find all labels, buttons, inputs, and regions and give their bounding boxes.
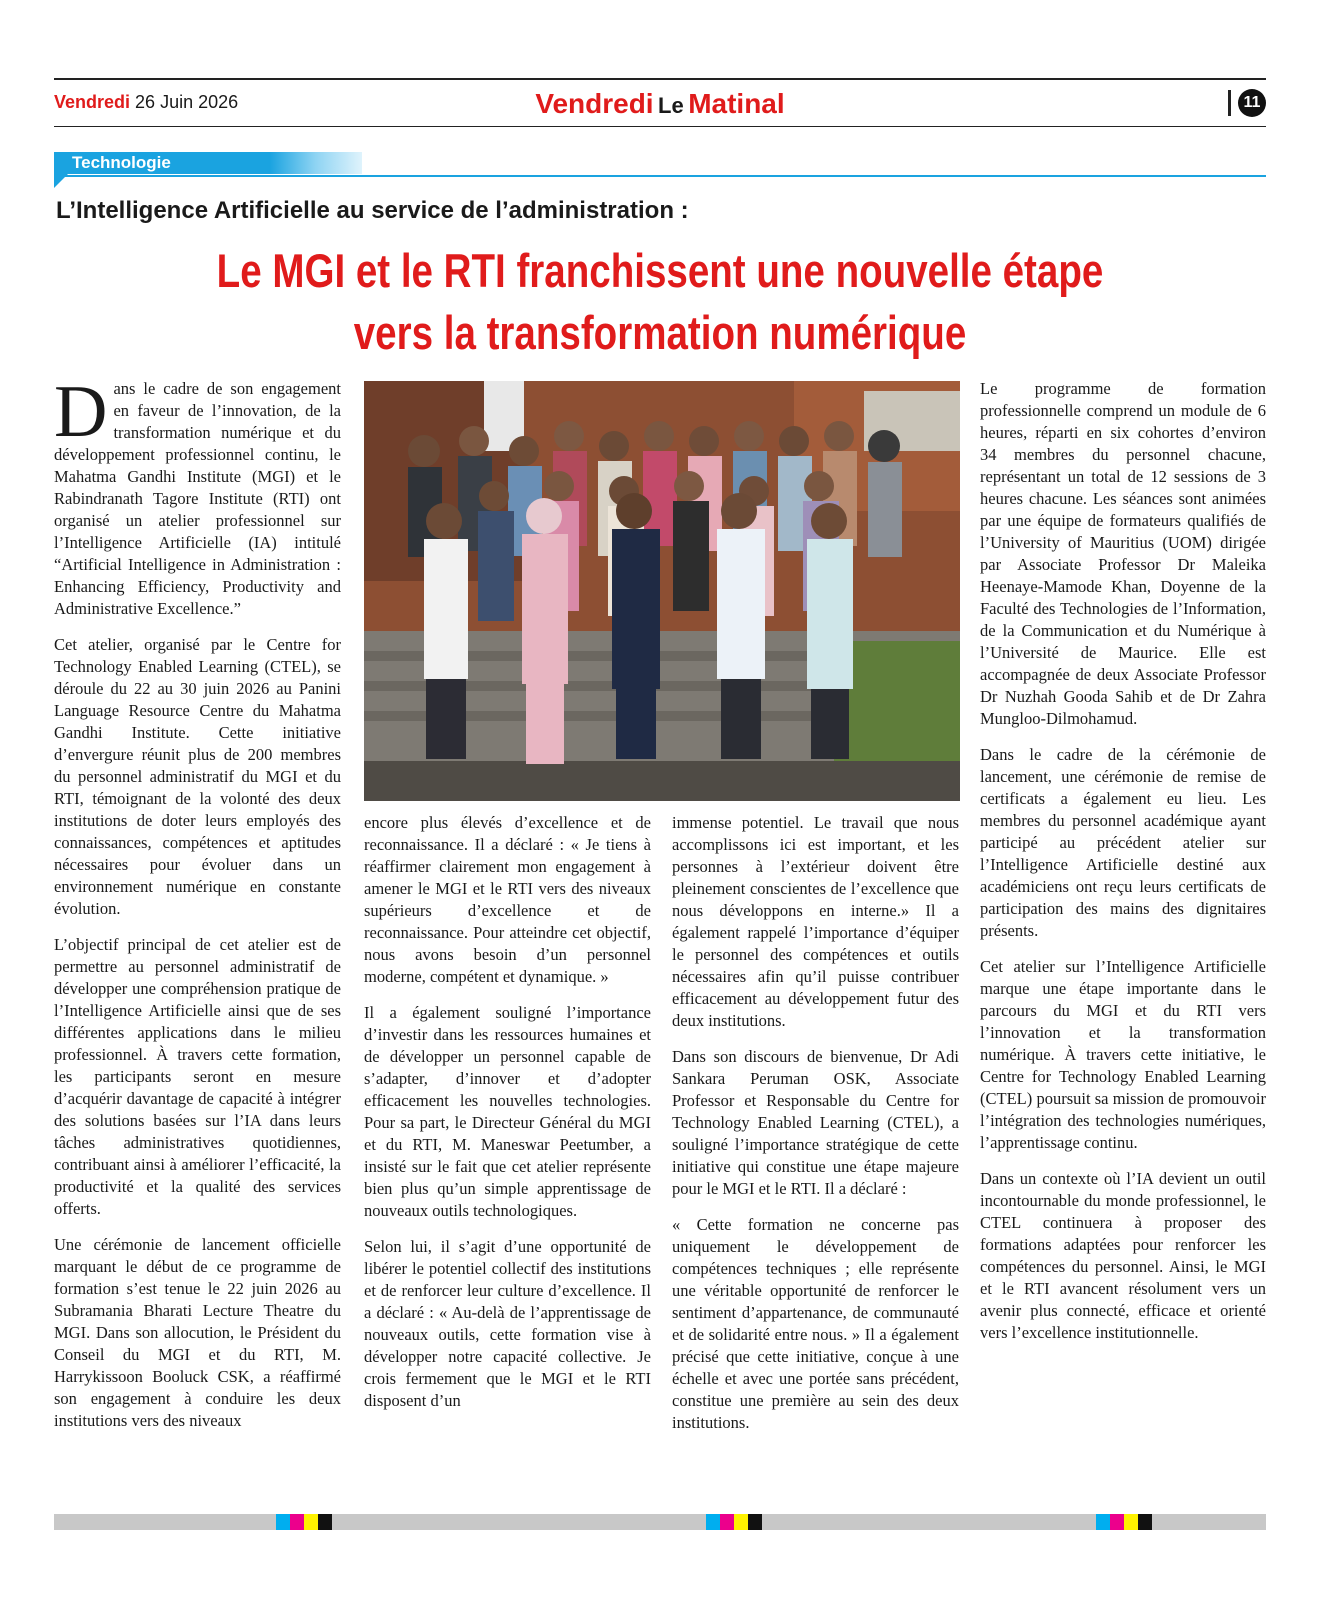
color-registration-marks bbox=[706, 1514, 762, 1530]
section-label: Technologie bbox=[72, 153, 171, 172]
black-swatch bbox=[318, 1514, 332, 1530]
header-bottom-rule bbox=[54, 126, 1266, 127]
headline-line-1: Le MGI et le RTI franchissent une nouvelle étape bbox=[216, 244, 1104, 297]
article-column-3 bbox=[672, 812, 959, 1448]
color-registration-marks bbox=[1096, 1514, 1152, 1530]
section-rule bbox=[54, 175, 1266, 177]
paragraph: immense potentiel. Le travail que nous accomplissons ici est important, et les personnes à l’extérieur doivent être pleinement conscientes de l’excellence que nous développons en interne.» Il a également rappelé l’importance d’équiper le personnel des compétences et outils nécessaires afin qu’il puisse contribuer efficacement au développement futur des deux institutions. bbox=[672, 813, 959, 1030]
yellow-swatch bbox=[304, 1514, 318, 1530]
article-headline bbox=[119, 240, 1201, 364]
paragraph: Cet atelier, organisé par le Centre for Technology Enabled Learning (CTEL), se déroule du 22 au 30 juin 2026 au Panini Language Resource Centre du Mahatma Gandhi Institute. Cette initiative d’envergure réunit plus de 200 membres du personnel administratif du MGI et du RTI, témoignant de la volonté des deux institutions de doter leurs employés des connaissances, compétences et aptitudes nécessaires pour évoluer dans un environnement numérique en constante évolution. bbox=[54, 635, 341, 918]
page-number-divider bbox=[1228, 90, 1231, 116]
article-column-2 bbox=[364, 812, 651, 1426]
black-swatch bbox=[748, 1514, 762, 1530]
color-registration-marks bbox=[276, 1514, 332, 1530]
paragraph: Une cérémonie de lancement officielle marquant le début de ce programme de formation s’est tenue le 22 juin 2026 au Subramania Bharati Lecture Theatre du MGI. Dans son allocution, le Président du Conseil du MGI et du RTI, M. Harrykissoon Booluck CSK, a réaffirmé son engagement à conduire les deux institutions vers des niveaux bbox=[54, 1235, 341, 1430]
paragraph: Cet atelier sur l’Intelligence Artificielle marque une étape importante dans le parcours du MGI et du RTI vers l’innovation et la transformation numérique. À travers cette initiative, le Centre for Technology Enabled Learning (CTEL) poursuit sa mission de promouvoir l’intégration des technologies numériques, l’apprentissage continu. bbox=[980, 957, 1266, 1152]
paragraph: Dans un contexte où l’IA devient un outil incontournable du monde professionnel, le CTEL continuera à proposer des formations adaptées pour renforcer les compétences du personnel. Ainsi, le MGI et le RTI avancent résolument vers un avenir plus connecté, efficace et orienté vers l’excellence institutionnelle. bbox=[980, 1169, 1266, 1342]
group-photo-icon bbox=[364, 381, 960, 801]
header-top-rule bbox=[54, 78, 1266, 80]
cyan-swatch bbox=[1096, 1514, 1110, 1530]
issue-day: Vendredi bbox=[54, 92, 131, 112]
footer-bar bbox=[54, 1514, 1266, 1530]
paragraph bbox=[54, 371, 341, 620]
headline-line-2: vers la transformation numérique bbox=[353, 306, 967, 359]
paragraph: Le programme de formation professionnelle comprend un module de 6 heures, réparti en six cohortes d’environ 34 membres du personnel chacune, représentant un total de 12 sessions de 3 heures chacune. Les séances sont animées par une équipe de formateurs qualifiés de l’University of Mauritius (UOM) dirigée par Associate Professor Dr Maleika Heenaye-Mamode Khan, Doyenne de la Faculté des Technologies de l’Information, de la Communication et du Numérique à l’Université de Maurice. Elle est accompagnée de deux Associate Professor Dr Nuzhah Gooda Sahib et de Dr Zahra Mungloo-Dilmohamud. bbox=[980, 379, 1266, 728]
magenta-swatch bbox=[290, 1514, 304, 1530]
cyan-swatch bbox=[276, 1514, 290, 1530]
group-photo bbox=[364, 381, 960, 801]
paragraph: Il a également souligné l’importance d’investir dans les ressources humaines et de développer un personnel capable de s’adapter, d’innover et d’adopter efficacement les nouvelles technologies. Pour sa part, le Directeur Général du MGI et du RTI, M. Maneswar Peetumber, a insisté sur le fait que cet atelier représente bien plus qu’un simple apprentissage de nouveaux outils technologiques. bbox=[364, 1003, 651, 1220]
article-column-1 bbox=[54, 371, 341, 1446]
cyan-swatch bbox=[706, 1514, 720, 1530]
paragraph: « Cette formation ne concerne pas uniquement le développement de compétences techniques ; elle représente une véritable opportunité de renforcer le sentiment d’appartenance, de communauté et de solidarité entre nous. » Il a également précisé que cette initiative, conçue à une échelle et avec une portée sans précédent, constitue une première au sein des deux institutions. bbox=[672, 1215, 959, 1432]
paragraph: Dans son discours de bienvenue, Dr Adi Sankara Peruman OSK, Associate Professor et Responsable du Centre for Technology Enabled Learning (CTEL), a souligné l’importance stratégique de cette initiative qui constitue une étape majeure pour le MGI et le RTI. Il a déclaré : bbox=[672, 1047, 959, 1198]
black-swatch bbox=[1138, 1514, 1152, 1530]
article-column-4 bbox=[980, 378, 1266, 1358]
paragraph: L’objectif principal de cet atelier est de permettre au personnel administratif de développer une compréhension pratique de l’Intelligence Artificielle ainsi que de ses différentes applications dans le milieu professionnel. À travers cette formation, les participants seront en mesure d’acquérir davantage de capacité à intégrer des solutions basées sur l’IA dans leurs tâches administratives quotidiennes, contribuant ainsi à améliorer l’efficacité, la productivité et la qualité des services offerts. bbox=[54, 935, 341, 1218]
masthead-name: Matinal bbox=[688, 88, 785, 119]
magenta-swatch bbox=[720, 1514, 734, 1530]
drop-cap: D bbox=[54, 371, 108, 453]
yellow-swatch bbox=[1124, 1514, 1138, 1530]
article-kicker: L’Intelligence Artificielle au service de l’administration : bbox=[56, 197, 689, 224]
issue-date-text: 26 Juin 2026 bbox=[135, 92, 239, 112]
yellow-swatch bbox=[734, 1514, 748, 1530]
masthead-day: Vendredi bbox=[535, 88, 654, 119]
paragraph: Dans le cadre de la cérémonie de lancement, une cérémonie de remise de certificats a également eu lieu. Les membres du personnel académique ayant participé au précédent atelier sur l’Intelligence Artificielle destiné aux académiciens ont reçu leurs certificats de participation des mains des dignitaires présents. bbox=[980, 745, 1266, 940]
page-number: 11 bbox=[1238, 89, 1266, 117]
paragraph: Selon lui, il s’agit d’une opportunité de libérer le potentiel collectif des institutions et de renforcer leur culture d’excellence. Il a déclaré : « Au-delà de l’apprentissage de nouveaux outils, cette formation vise à développer notre capacité collective. Je crois fermement que le MGI et le RTI disposent d’un bbox=[364, 1237, 651, 1410]
masthead bbox=[0, 88, 1320, 120]
paragraph-text: ans le cadre de son engagement en faveur de l’innovation, de la transformation numérique et du développement professionnel continu, le Mahatma Gandhi Institute (MGI) et le Rabindranath Tagore Institute (RTI) ont organisé un atelier professionnel sur l’Intelligence Artificielle (IA) intitulé “Artificial Intelligence in Administration : Enhancing Efficiency, Productivity and Administrative Excellence.” bbox=[54, 379, 341, 618]
paragraph: encore plus élevés d’excellence et de reconnaissance. Il a déclaré : « Je tiens à réaffirmer clairement mon engagement à amener le MGI et le RTI vers des niveaux supérieurs d’excellence et de reconnaissance. Pour atteindre cet objectif, nous avons besoin d’un personnel moderne, compétent et dynamique. » bbox=[364, 813, 651, 986]
magenta-swatch bbox=[1110, 1514, 1124, 1530]
masthead-le: Le bbox=[658, 93, 684, 118]
